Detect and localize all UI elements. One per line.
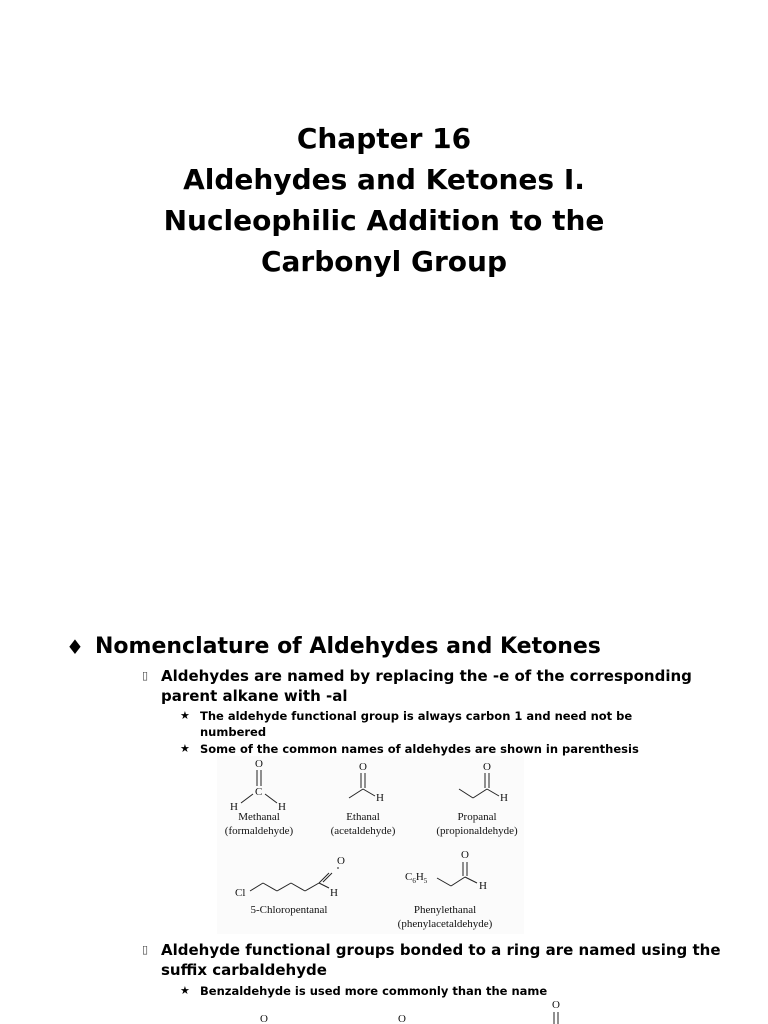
bullet-item-aldehyde-naming (142, 666, 752, 706)
atom-c6h5: $C_6H_5$ (405, 871, 428, 885)
bullet-text: Aldehyde functional groups bonded to a ring are named using the suffix carbaldehyde (161, 941, 721, 979)
star-bullet-icon: ★ (180, 984, 190, 997)
atom-h: H (330, 887, 338, 899)
aldehyde-structures-figure (217, 756, 524, 934)
sub-bullet-text: Benzaldehyde is used more commonly than the name (200, 984, 548, 998)
compound-common-name: (formaldehyde) (224, 825, 294, 837)
chloropentanal-structure (235, 855, 345, 899)
ethanal-structure (349, 761, 384, 804)
bullet-text: Aldehydes are named by replacing the -e of the corresponding parent alkane with -al (161, 667, 692, 705)
box-bullet-icon: ▯ (142, 669, 149, 682)
title-line-3: Nucleophilic Addition to the (163, 204, 605, 237)
atom-h: H (376, 792, 384, 804)
star-bullet-icon: ★ (180, 709, 190, 722)
propanal-structure (459, 761, 508, 804)
atom-h: H (500, 792, 508, 804)
methanal-structure (230, 758, 286, 813)
atom-o: O (337, 855, 345, 867)
atom-c: C (255, 786, 263, 798)
compound-common-name: (acetaldehyde) (330, 825, 396, 837)
atom-o: O (483, 761, 491, 773)
compound-name: 5-Chloropentanal (250, 904, 328, 916)
sub-bullet-common-names (180, 741, 700, 757)
compound-common-name: (phenylacetaldehyde) (397, 918, 493, 930)
compound-name: Methanal (238, 811, 280, 823)
atom-o: O (398, 1013, 406, 1024)
atom-o: O (260, 1013, 268, 1024)
compound-common-name: (propionaldehyde) (436, 825, 518, 837)
sub-bullet-carbon-1 (180, 708, 680, 740)
title-line-2: Aldehydes and Ketones I. (183, 163, 585, 196)
slide-title (0, 118, 768, 282)
star-bullet-icon: ★ (180, 742, 190, 755)
sub-bullet-text: The aldehyde functional group is always carbon 1 and need not be numbered (200, 709, 633, 739)
section-heading-text: Nomenclature of Aldehydes and Ketones (95, 634, 601, 659)
phenylethanal-structure (405, 849, 487, 892)
box-bullet-icon: ▯ (142, 943, 149, 956)
title-line-4: Carbonyl Group (260, 245, 508, 278)
atom-o: O (461, 849, 469, 861)
atom-cl: Cl (235, 887, 246, 899)
compound-name: Ethanal (346, 811, 380, 823)
diamond-bullet-icon: ♦ (66, 635, 84, 659)
atom-h: H (479, 880, 487, 892)
aldehyde-structures-svg (217, 756, 524, 934)
atom-o: O (552, 999, 560, 1011)
sub-bullet-text: Some of the common names of aldehydes are shown in parenthesis (200, 742, 639, 756)
bullet-item-ring-aldehydes (142, 940, 752, 980)
atom-h: H (278, 801, 286, 813)
compound-name: Propanal (457, 811, 497, 823)
atom-o: O (359, 761, 367, 773)
title-line-1: Chapter 16 (296, 122, 472, 155)
compound-name: Phenylethanal (413, 904, 477, 916)
ring-aldehyde-structures-partial (240, 996, 580, 1024)
atom-h: H (230, 801, 238, 813)
atom-o: O (255, 758, 263, 770)
